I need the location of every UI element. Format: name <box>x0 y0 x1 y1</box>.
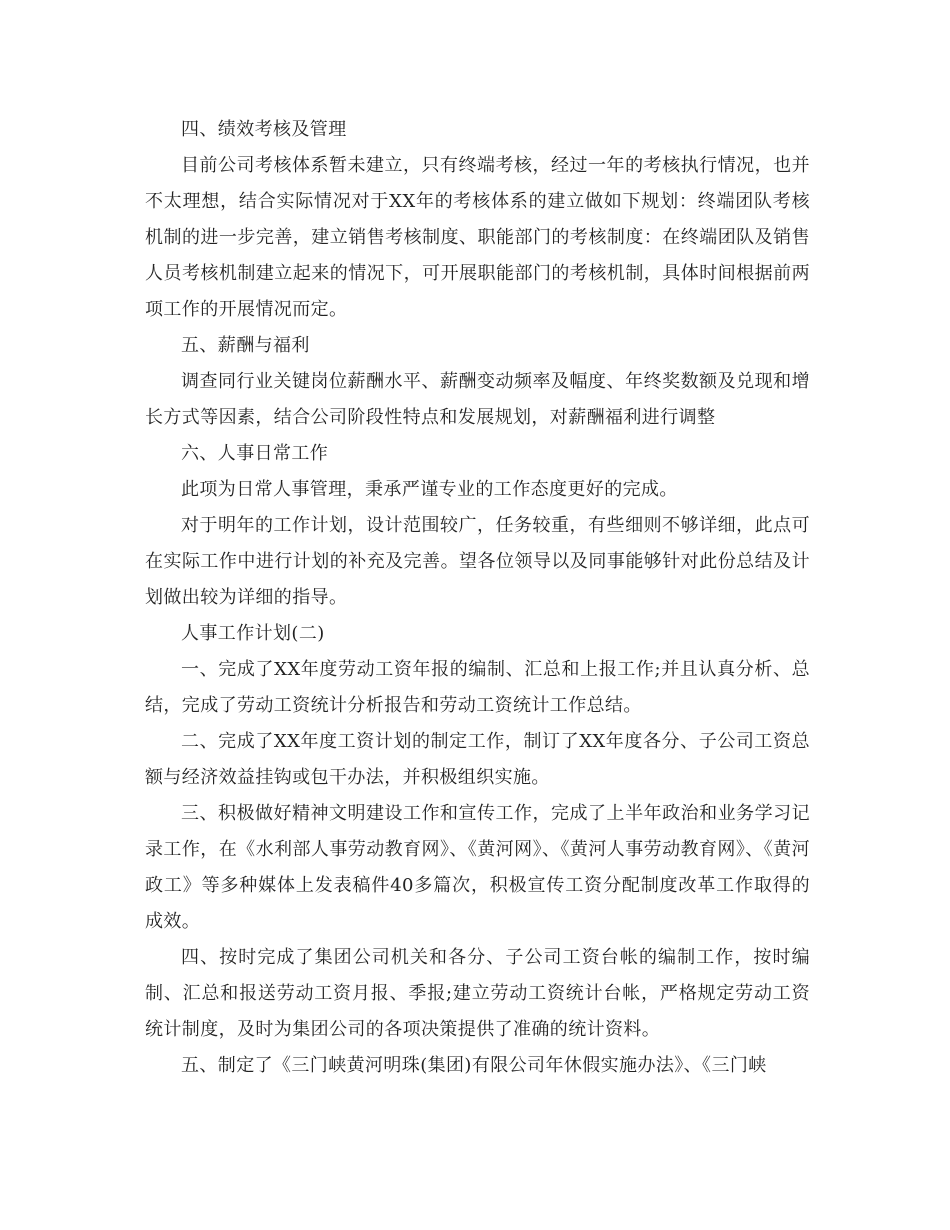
section-heading-daily-work: 六、人事日常工作 <box>181 443 329 464</box>
paragraph-item-1: 一、完成了XX年度劳动工资年报的编制、汇总和上报工作;并且认真分析、总结，完成了劳动工资统计分析报告和劳动工资统计工作总结。 <box>145 659 810 716</box>
paragraph-item-3: 三、积极做好精神文明建设工作和宣传工作，完成了上半年政治和业务学习记录工作，在《水利部人事劳动教育网》、《黄河网》、《黄河人事劳动教育网》、《黄河政工》等多种媒体上发表稿件40多篇次，积极宣传工资分配制度改革工作取得的成效。 <box>145 803 810 932</box>
section-heading-salary: 五、薪酬与福利 <box>181 335 310 356</box>
section-heading-performance: 四、绩效考核及管理 <box>181 119 347 140</box>
paragraph-performance: 目前公司考核体系暂未建立，只有终端考核，经过一年的考核执行情况，也并不太理想，结合实际情况对于XX年的考核体系的建立做如下规划：终端团队考核机制的进一步完善，建立销售考核制度、职能部门的考核制度：在终端团队及销售人员考核机制建立起来的情况下，可开展职能部门的考核机制，具体时间根据前两项工作的开展情况而定。 <box>145 155 810 320</box>
paragraph-item-2: 二、完成了XX年度工资计划的制定工作，制订了XX年度各分、子公司工资总额与经济效益挂钩或包干办法，并积极组织实施。 <box>145 731 810 788</box>
paragraph-plan-note: 对于明年的工作计划，设计范围较广，任务较重，有些细则不够详细，此点可在实际工作中进行计划的补充及完善。望各位领导以及同事能够针对此份总结及计划做出较为详细的指导。 <box>145 515 810 608</box>
paragraph-daily-work: 此项为日常人事管理，秉承严谨专业的工作态度更好的完成。 <box>181 479 678 500</box>
paragraph-salary: 调查同行业关键岗位薪酬水平、薪酬变动频率及幅度、年终奖数额及兑现和增长方式等因素，结合公司阶段性特点和发展规划，对薪酬福利进行调整 <box>145 371 810 428</box>
paragraph-item-4: 四、按时完成了集团公司机关和各分、子公司工资台帐的编制工作，按时编制、汇总和报送劳动工资月报、季报;建立劳动工资统计台帐，严格规定劳动工资统计制度，及时为集团公司的各项决策提供了准确的统计资料。 <box>145 947 810 1040</box>
section-title-plan-two: 人事工作计划(二) <box>181 623 325 644</box>
paragraph-item-5: 五、制定了《三门峡黄河明珠(集团)有限公司年休假实施办法》、《三门峡 <box>181 1055 767 1076</box>
document-body <box>145 112 810 1084</box>
